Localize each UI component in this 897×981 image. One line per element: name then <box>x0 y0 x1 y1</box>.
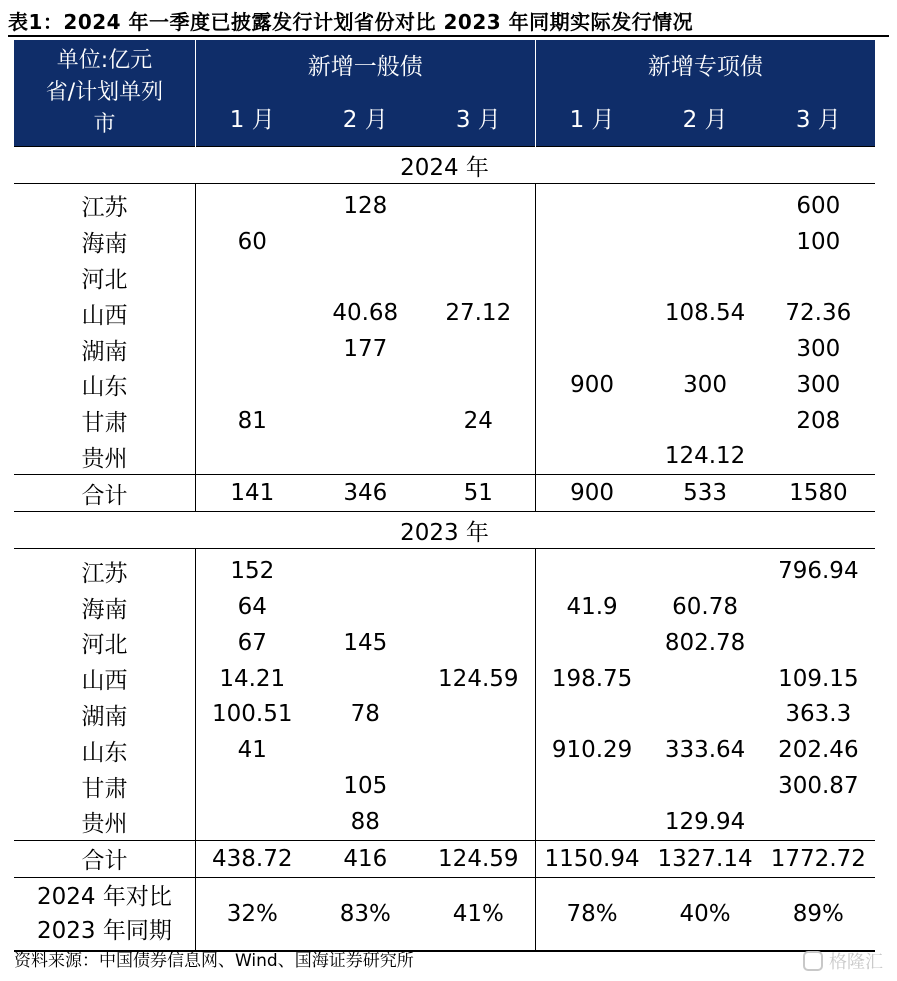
value-cell <box>535 403 648 439</box>
table-row <box>14 439 875 475</box>
province-cell: 海南 <box>14 224 195 260</box>
table-row <box>14 403 875 439</box>
value-cell <box>422 804 535 840</box>
value-cell: 88 <box>350 808 380 835</box>
value-cell <box>309 549 422 589</box>
month-header-1: 1 月 <box>195 88 308 147</box>
value-cell: 14.21 <box>219 665 286 692</box>
year-label: 2023 年 <box>14 512 875 549</box>
value-cell <box>195 439 308 475</box>
total-row <box>14 840 875 877</box>
value-cell <box>535 184 648 224</box>
value-cell: 100.51 <box>212 701 293 728</box>
value-cell: 796.94 <box>778 558 859 585</box>
value-cell <box>535 549 648 589</box>
value-cell: 64 <box>237 594 267 621</box>
province-cell: 甘肃 <box>14 403 195 439</box>
value-cell <box>422 697 535 733</box>
year-row <box>14 512 875 549</box>
province-cell: 贵州 <box>14 439 195 475</box>
table-row <box>14 224 875 260</box>
value-cell: 124.12 <box>664 443 746 470</box>
value-cell: 802.78 <box>664 629 746 656</box>
value-cell: 300 <box>796 336 841 363</box>
value-cell <box>762 439 875 475</box>
value-cell <box>422 260 535 296</box>
value-cell: 27.12 <box>422 295 535 331</box>
value-cell: 51 <box>422 475 535 512</box>
value-cell <box>535 224 648 260</box>
value-cell <box>309 224 422 260</box>
table-row <box>14 661 875 697</box>
value-cell <box>648 768 761 804</box>
value-cell: 152 <box>230 558 275 585</box>
month-header-6: 3 月 <box>762 88 875 147</box>
value-cell <box>535 804 648 840</box>
value-cell: 202.46 <box>778 737 859 764</box>
value-cell <box>422 549 535 589</box>
value-cell <box>195 331 308 367</box>
watermark-logo-icon <box>803 951 823 971</box>
value-cell <box>195 768 308 804</box>
value-cell <box>195 260 308 296</box>
table-row <box>14 804 875 840</box>
value-cell <box>309 260 422 296</box>
value-cell: 81 <box>237 407 267 434</box>
month-header-2: 2 月 <box>309 88 422 147</box>
value-cell: 1150.94 <box>535 840 648 877</box>
table-row <box>14 295 875 331</box>
value-cell: 208 <box>796 407 841 434</box>
total-label: 合计 <box>14 475 195 512</box>
month-header-5: 2 月 <box>648 88 761 147</box>
value-cell: 83% <box>309 877 422 951</box>
value-cell: 89% <box>762 877 875 951</box>
value-cell: 24 <box>422 403 535 439</box>
table-title: 表1：2024 年一季度已披露发行计划省份对比 2023 年同期实际发行情况 <box>8 10 694 34</box>
province-cell: 山西 <box>14 295 195 331</box>
value-cell <box>648 403 761 439</box>
unit-label: 单位:亿元 <box>56 48 153 73</box>
province-cell: 湖南 <box>14 331 195 367</box>
value-cell <box>195 367 308 403</box>
value-cell: 363.3 <box>785 701 852 728</box>
province-cell: 山西 <box>14 661 195 697</box>
value-cell: 67 <box>237 629 267 656</box>
value-cell <box>195 295 308 331</box>
value-cell <box>648 331 761 367</box>
value-cell <box>422 439 535 475</box>
source-note: 资料来源：中国债券信息网、Wind、国海证券研究所 <box>14 951 414 971</box>
comparison-label-line2: 2023 年同期 <box>37 917 172 944</box>
value-cell: 145 <box>343 629 388 656</box>
value-cell: 438.72 <box>195 840 308 877</box>
value-cell <box>309 589 422 625</box>
value-cell: 41 <box>237 737 267 764</box>
table-row <box>14 697 875 733</box>
value-cell <box>422 589 535 625</box>
province-cell: 湖南 <box>14 697 195 733</box>
unit-header-cell <box>14 40 195 147</box>
month-header-4: 1 月 <box>535 88 648 147</box>
watermark-text: 格隆汇 <box>829 952 883 973</box>
value-cell: 1772.72 <box>762 840 875 877</box>
value-cell <box>762 589 875 625</box>
value-cell: 1580 <box>762 475 875 512</box>
value-cell: 177 <box>343 336 388 363</box>
value-cell <box>648 549 761 589</box>
total-row <box>14 475 875 512</box>
value-cell <box>422 625 535 661</box>
value-cell <box>422 732 535 768</box>
value-cell <box>422 768 535 804</box>
value-cell <box>762 625 875 661</box>
value-cell: 198.75 <box>551 665 633 692</box>
table-row <box>14 184 875 224</box>
value-cell: 333.64 <box>664 737 746 764</box>
province-cell: 甘肃 <box>14 768 195 804</box>
total-label: 合计 <box>14 840 195 877</box>
value-cell <box>648 260 761 296</box>
province-cell: 江苏 <box>14 549 195 589</box>
value-cell <box>648 224 761 260</box>
value-cell: 100 <box>796 228 841 255</box>
value-cell <box>648 697 761 733</box>
watermark <box>803 948 883 974</box>
value-cell: 78% <box>535 877 648 951</box>
comparison-label-line1: 2024 年对比 <box>37 883 172 910</box>
header-row-groups <box>14 40 875 88</box>
value-cell: 128 <box>343 192 388 219</box>
value-cell <box>762 804 875 840</box>
value-cell: 41.9 <box>566 594 618 621</box>
province-cell: 山东 <box>14 732 195 768</box>
value-cell: 416 <box>309 840 422 877</box>
table-row <box>14 367 875 403</box>
value-cell: 300 <box>796 371 841 398</box>
value-cell <box>762 260 875 296</box>
value-cell: 141 <box>195 475 308 512</box>
table-row <box>14 768 875 804</box>
row-header-label-cont: 市 <box>93 112 116 137</box>
value-cell <box>535 295 648 331</box>
comparison-row <box>14 877 875 951</box>
value-cell: 78 <box>350 701 380 728</box>
table-row <box>14 625 875 661</box>
value-cell: 910.29 <box>551 737 633 764</box>
value-cell <box>535 697 648 733</box>
value-cell: 109.15 <box>778 665 859 692</box>
value-cell: 346 <box>309 475 422 512</box>
table-row <box>14 732 875 768</box>
year-label: 2024 年 <box>14 147 875 184</box>
value-cell: 300.87 <box>778 773 859 800</box>
value-cell: 300 <box>683 371 728 398</box>
group-header-general: 新增一般债 <box>195 40 535 88</box>
province-cell: 贵州 <box>14 804 195 840</box>
table-row <box>14 589 875 625</box>
value-cell: 900 <box>570 371 615 398</box>
value-cell <box>309 661 422 697</box>
province-cell: 海南 <box>14 589 195 625</box>
table-row <box>14 549 875 589</box>
year-row <box>14 147 875 184</box>
value-cell: 600 <box>796 192 841 219</box>
value-cell <box>195 184 308 224</box>
province-cell: 河北 <box>14 625 195 661</box>
title-rule <box>8 35 889 37</box>
value-cell: 32% <box>195 877 308 951</box>
province-cell: 山东 <box>14 367 195 403</box>
value-cell <box>195 804 308 840</box>
value-cell: 72.36 <box>785 300 852 327</box>
value-cell <box>422 224 535 260</box>
value-cell: 124.59 <box>422 661 535 697</box>
value-cell: 129.94 <box>664 808 746 835</box>
value-cell <box>535 439 648 475</box>
value-cell <box>535 768 648 804</box>
value-cell: 533 <box>648 475 761 512</box>
value-cell: 124.59 <box>422 840 535 877</box>
value-cell <box>422 184 535 224</box>
value-cell <box>535 625 648 661</box>
value-cell: 900 <box>535 475 648 512</box>
table-row <box>14 331 875 367</box>
value-cell <box>309 367 422 403</box>
value-cell <box>648 661 761 697</box>
row-header-label: 省/计划单列 <box>45 80 164 105</box>
group-header-special: 新增专项债 <box>535 40 875 88</box>
value-cell: 40.68 <box>332 300 399 327</box>
value-cell: 108.54 <box>664 300 746 327</box>
value-cell: 41% <box>422 877 535 951</box>
value-cell: 60 <box>237 228 267 255</box>
value-cell <box>309 439 422 475</box>
value-cell <box>535 260 648 296</box>
value-cell: 105 <box>343 773 388 800</box>
value-cell <box>422 367 535 403</box>
value-cell <box>309 732 422 768</box>
comparison-label <box>14 877 195 951</box>
province-cell: 河北 <box>14 260 195 296</box>
month-header-3: 3 月 <box>422 88 535 147</box>
issuance-comparison-table <box>14 40 875 952</box>
value-cell <box>535 331 648 367</box>
province-cell: 江苏 <box>14 184 195 224</box>
value-cell <box>309 403 422 439</box>
value-cell: 60.78 <box>672 594 738 621</box>
value-cell <box>648 184 761 224</box>
table-row <box>14 260 875 296</box>
value-cell: 1327.14 <box>648 840 761 877</box>
value-cell: 40% <box>648 877 761 951</box>
value-cell <box>422 331 535 367</box>
